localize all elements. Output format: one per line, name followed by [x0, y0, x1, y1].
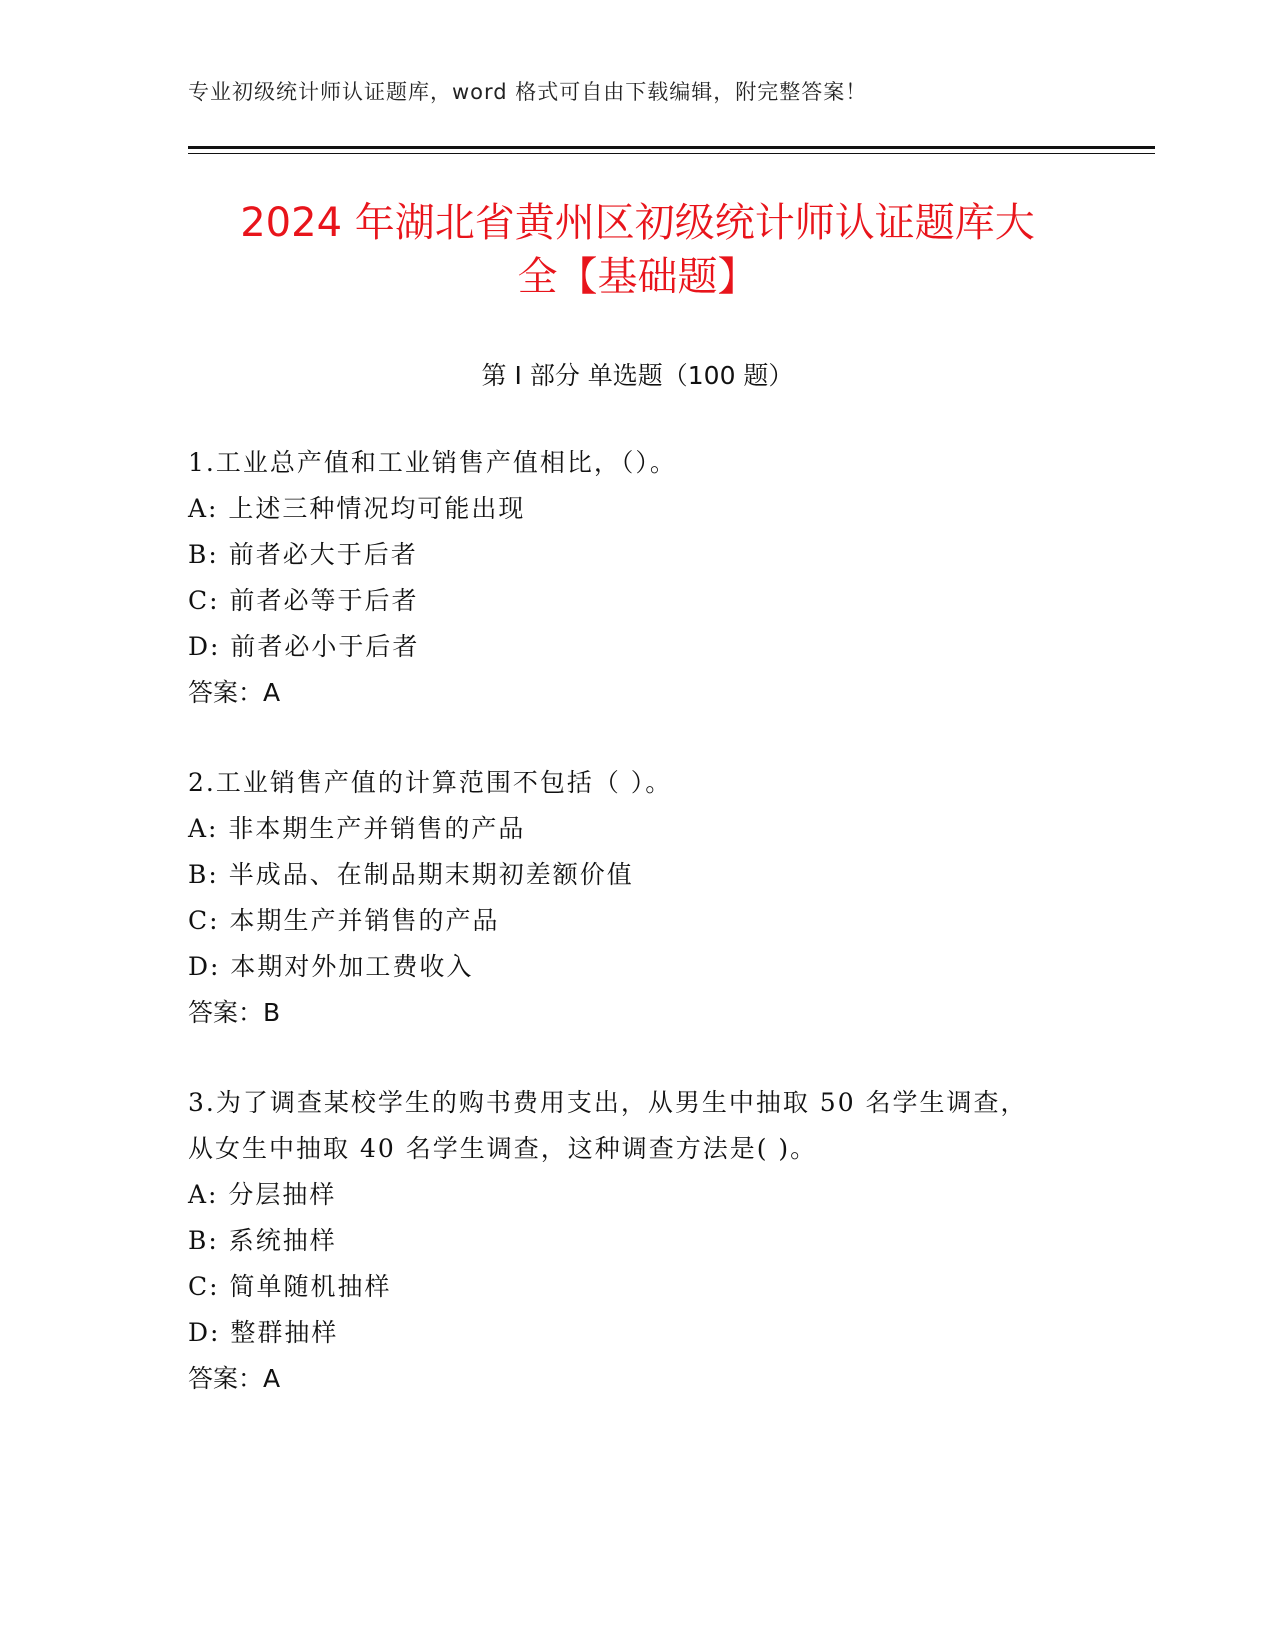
option-b: B: 系统抽样: [188, 1226, 337, 1255]
answer-line: 答案：B: [188, 998, 281, 1027]
question-stem: 1.工业总产值和工业销售产值相比，（）。: [188, 448, 677, 477]
document-title: [150, 196, 1125, 304]
option-a: A: 非本期生产并销售的产品: [188, 814, 526, 843]
option-b: B: 前者必大于后者: [188, 540, 418, 569]
option-c: C: 简单随机抽样: [188, 1272, 392, 1301]
option-d: D: 前者必小于后者: [188, 632, 420, 661]
question-list: [188, 440, 1088, 1402]
question-2: [188, 760, 1088, 1036]
question-3: [188, 1080, 1088, 1402]
document-title-line1: 2024 年湖北省黄州区初级统计师认证题库大: [240, 200, 1035, 246]
question-stem: 2.工业销售产值的计算范围不包括（ ）。: [188, 768, 673, 797]
question-1: [188, 440, 1088, 716]
answer-line: 答案：A: [188, 678, 281, 707]
option-d: D: 本期对外加工费收入: [188, 952, 474, 981]
answer-line: 答案：A: [188, 1364, 281, 1393]
option-d: D: 整群抽样: [188, 1318, 339, 1347]
option-b: B: 半成品、在制品期末期初差额价值: [188, 860, 634, 889]
option-a: A: 上述三种情况均可能出现: [188, 494, 526, 523]
header-note: 专业初级统计师认证题库，word 格式可自由下载编辑，附完整答案！: [188, 80, 868, 104]
option-a: A: 分层抽样: [188, 1180, 337, 1209]
section-title: 第 I 部分 单选题（100 题）: [481, 361, 794, 390]
document-title-line2: 全【基础题】: [517, 254, 758, 300]
question-stem: 3.为了调查某校学生的购书费用支出，从男生中抽取 50 名学生调查，: [188, 1088, 1028, 1117]
header-rule-thin: [188, 153, 1155, 154]
option-c: C: 前者必等于后者: [188, 586, 419, 615]
option-c: C: 本期生产并销售的产品: [188, 906, 500, 935]
question-stem-continued: 从女生中抽取 40 名学生调查，这种调查方法是( )。: [188, 1134, 818, 1163]
header-rule-thick: [188, 146, 1155, 149]
